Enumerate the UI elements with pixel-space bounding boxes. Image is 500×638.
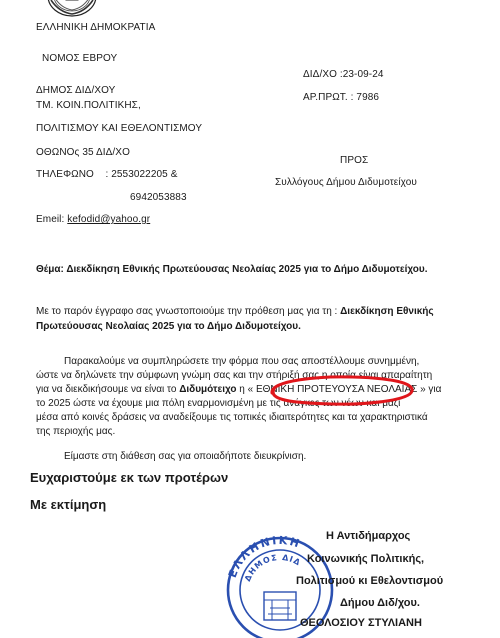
paragraph-2-line4: το 2025 ώστε να έχουμε μια πόλη εναρμονισμένη με τις ανάγκες των νέων και μαζί xyxy=(36,398,401,409)
signature-line2: Κοινωνικής Πολιτικής, xyxy=(307,553,425,565)
header-email xyxy=(36,214,150,225)
email-label: Emeil: xyxy=(36,214,65,225)
paragraph-2-line3-mid: η xyxy=(236,384,248,395)
red-highlight-ellipse xyxy=(262,374,418,408)
header-department-line1: ΤΜ. ΚΟΙΝ.ΠΟΛΙΤΙΚΗΣ, xyxy=(36,100,141,111)
subject-label: Θέμα: xyxy=(36,264,64,275)
closing-thanks: Ευχαριστούμε εκ των προτέρων xyxy=(30,470,229,485)
paragraph-1-bold-a: Διεκδίκηση Εθνικής xyxy=(340,306,434,317)
subject-line xyxy=(36,263,427,277)
paragraph-2-line3-end: για xyxy=(425,384,442,395)
recipient-label: ΠΡΟΣ xyxy=(340,155,369,166)
header-municipality: ΔΗΜΟΣ ΔΙΔ/ΧΟΥ xyxy=(36,85,116,96)
subject-text: Διεκδίκηση Εθνικής Πρωτεύουσας Νεολαίας 2025 για το Δήμο Διδυμοτείχου. xyxy=(66,264,428,275)
paragraph-2-line1: Παρακαλούμε να συμπληρώσετε την φόρμα που σας αποστέλλουμε συνημμένη, xyxy=(64,356,420,367)
header-prefecture: ΝΟΜΟΣ ΕΒΡΟΥ xyxy=(42,53,118,64)
recipient-name: Συλλόγους Δήμου Διδυμοτείχου xyxy=(275,177,417,188)
phone-number-2: 6942053883 xyxy=(130,192,187,203)
protocol-number: ΑΡ.ΠΡΩΤ. : 7986 xyxy=(303,92,380,103)
svg-text:ΔΗΜΟΣ ΔΙΔ xyxy=(243,553,302,583)
paragraph-2-line5: μέσα από κοινές δράσεις να αναδείξουμε τις τοπικές ιδιαιτερότητες και τα χαρακτηριστικά xyxy=(36,412,428,423)
header-address: ΟΘΩΝΟς 35 ΔΙΔ/ΧΟ xyxy=(36,147,130,158)
document-date: ΔΙΔ/ΧΟ :23-09-24 xyxy=(303,69,384,80)
paragraph-1-line1 xyxy=(36,305,434,319)
paragraph-2-line2: ώστε να δηλώνετε την σύμφωνη γνώμη σας και την στήριξή σας η οποία είναι απαραίτητη xyxy=(36,370,433,381)
header-phone xyxy=(36,169,177,180)
paragraph-2-line6: της περιοχής μας. xyxy=(36,426,116,437)
header-department-line2: ΠΟΛΙΤΙΣΜΟΥ ΚΑΙ ΕΘΕΛΟΝΤΙΣΜΟΥ xyxy=(36,123,203,134)
phone-label: ΤΗΛΕΦΩΝΟ xyxy=(36,169,94,180)
header-country: ΕΛΛΗΝΙΚΗ ΔΗΜΟΚΡΑΤΙΑ xyxy=(36,22,156,33)
closing-regards: Με εκτίμηση xyxy=(30,497,107,512)
paragraph-3: Είμαστε στη διάθεση σας για οποιαδήποτε διευκρίνιση. xyxy=(64,451,307,462)
signature-name: ΘΕΟΛΟΣΙΟΥ ΣΤΥΛΙΑΝΗ xyxy=(300,617,422,629)
stamp-top-text: ΕΛΛΗΝΙΚΗ xyxy=(225,533,303,580)
highlighted-title: « ΕΘΝΙΚΗ ΠΡΟΤΕΥΟΥΣΑ ΝΕΟΛΑΙΑΣ » xyxy=(247,384,426,395)
signature-line4: Δήμου Διδ/χου. xyxy=(340,597,420,609)
paragraph-2-line3-start: για να διεκδικήσουμε να είναι το xyxy=(36,384,180,395)
signature-line1: Η Αντιδήμαρχος xyxy=(326,530,411,542)
greek-emblem-icon xyxy=(37,0,107,18)
stamp-mid-text: ΔΗΜΟΣ ΔΙΔ xyxy=(243,552,303,583)
phone-number-1: : 2553022205 & xyxy=(105,169,178,180)
paragraph-2-city: Διδυμότειχο xyxy=(179,384,237,395)
signature-line3: Πολιτισμού κι Εθελοντισμού xyxy=(296,575,444,587)
email-link[interactable]: kefodid@yahoo.gr xyxy=(67,214,151,225)
paragraph-1-bold-b: Πρωτεύουσας Νεολαίας 2025 για το Δήμο Διδυμοτείχου. xyxy=(36,321,301,332)
paragraph-1-start: Με το παρόν έγγραφο σας γνωστοποιούμε την πρόθεση μας για τη : xyxy=(36,306,341,317)
